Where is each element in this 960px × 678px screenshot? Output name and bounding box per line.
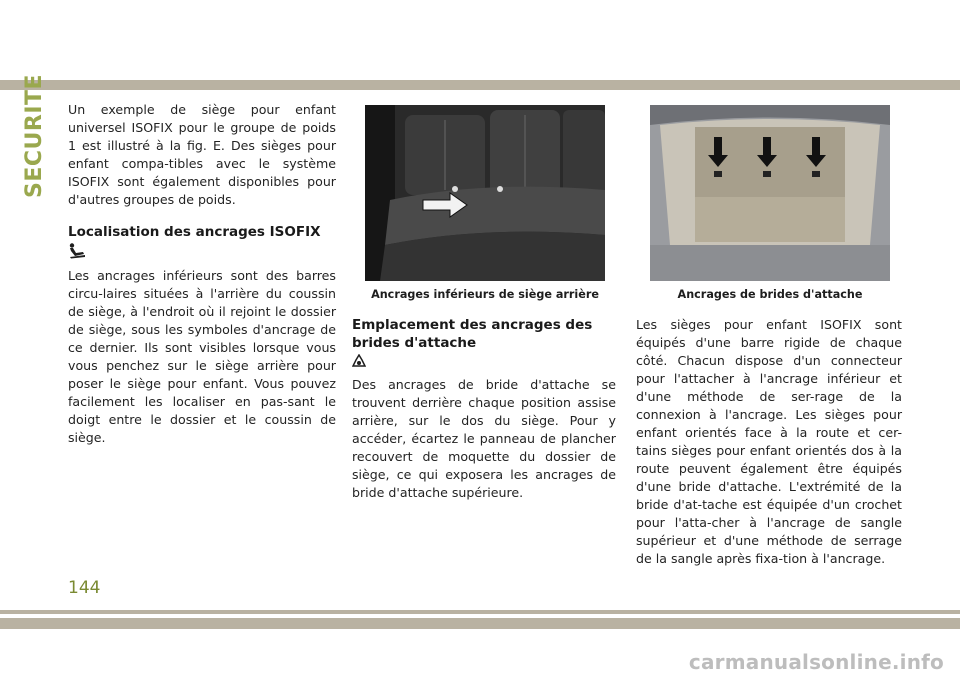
heading-isofix-location: Localisation des ancrages ISOFIX <box>68 224 321 240</box>
watermark: carmanualsonline.info <box>688 650 944 674</box>
figure-rear-seat-lower-anchors <box>365 105 605 281</box>
intro-paragraph: Un exemple de siège pour enfant universel ISOFIX pour le groupe de poids 1 est illustré à la fig. E. Des sièges pour enfant compa-tibles avec le système ISOFIX sont également disponibles pour d'autres groupes de poids. <box>68 102 336 207</box>
footer-bar-thin <box>0 610 960 614</box>
rear-seat-photo <box>365 105 605 281</box>
tether-paragraph: Des ancrages de bride d'attache se trouvent derrière chaque position assise arrière, sur le dos du siège. Pour y accéder, écartez le panneau de plancher recouvert de moquette du dossier de siège, ce qui exposera les ancrages de bride d'attache supérieure. <box>352 377 616 500</box>
header-bar <box>0 80 960 90</box>
header-band <box>0 0 960 80</box>
cargo-area-photo <box>650 105 890 281</box>
footer-bar <box>0 618 960 629</box>
isofix-seat-description: Les sièges pour enfant ISOFIX sont équipés d'une barre rigide de chaque côté. Chacun dispose d'un connecteur pour l'attacher à l'ancrage inférieur et d'une méthode de ser-rage de la connexion à l'ancrage. Les sièges pour enfant orientés face à la route et cer-tains sièges pour enfant orientés dos à la route peuvent également être équipés d'une bride d'attache. L'extrémité de la bride d'at-tache est équipée d'un crochet pour l'atta-cher à l'ancrage de sangle supérieur et d'une méthode de serrage de la sangle après fixa-tion à l'ancrage. <box>636 317 902 566</box>
isofix-child-seat-icon <box>68 243 86 259</box>
figure-tether-anchors <box>650 105 890 281</box>
figure-2-caption: Ancrages de brides d'attache <box>677 288 863 301</box>
figure-1-caption: Ancrages inférieurs de siège arrière <box>371 288 599 301</box>
section-title: SECURITE <box>22 73 47 198</box>
page-number: 144 <box>68 578 101 598</box>
tether-anchor-icon <box>352 354 366 368</box>
isofix-paragraph: Les ancrages inférieurs sont des barres circu-laires situées à l'arrière du coussin de siège, à l'endroit où il rejoint le dossier de siège, sous les symboles d'ancrage de ce dernier. Ils sont visibles lorsque vous vous penchez sur le siège arrière pour poser le siège pour enfant. Vous pouvez facilement les localiser en pas-sant le doigt entre le dossier et le coussin de siège. <box>68 268 336 445</box>
column-2 <box>352 316 616 502</box>
column-3 <box>636 316 902 568</box>
column-1 <box>68 101 336 447</box>
heading-tether-location: Emplacement des ancrages des brides d'attache <box>352 317 593 351</box>
